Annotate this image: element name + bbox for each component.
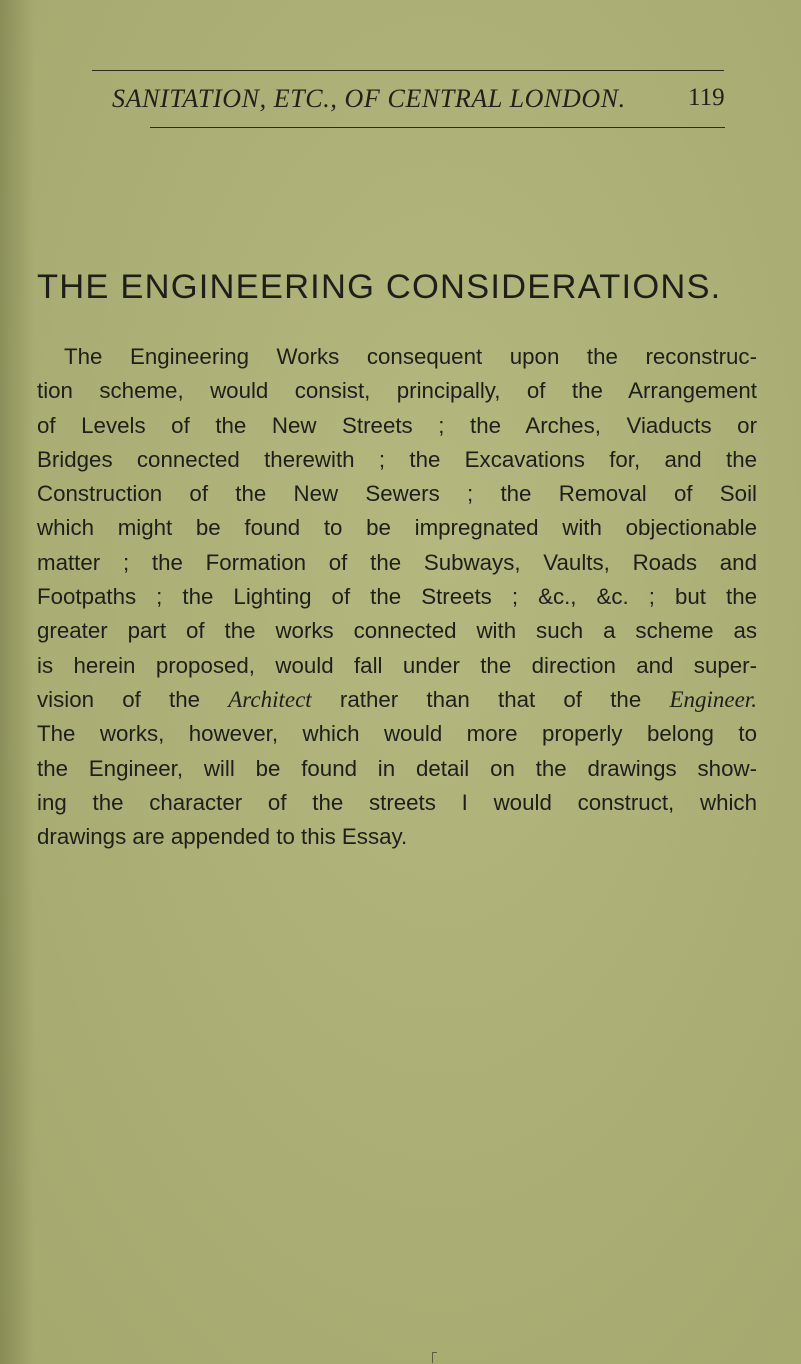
running-head-title: SANITATION, ETC., OF CENTRAL LONDON. — [112, 84, 626, 113]
paragraph-line: Bridges connected therewith ; the Excavations for, and the — [37, 446, 757, 472]
page-number: 119 — [688, 84, 725, 111]
paragraph-line: greater part of the works connected with such a scheme as — [37, 618, 757, 644]
paragraph-last-line: drawings are appended to this Essay. — [37, 824, 408, 850]
paragraph-line: of Levels of the New Streets ; the Arches, Viaducts or — [37, 412, 757, 438]
running-head — [112, 84, 740, 118]
paragraph-line: the Engineer, will be found in detail on the drawings show- — [37, 755, 757, 781]
paragraph-line: ing the character of the streets I would construct, which — [37, 789, 757, 815]
binding-shadow — [0, 0, 34, 1364]
paragraph-line: Construction of the New Sewers ; the Removal of Soil — [37, 481, 757, 507]
header-rule-bottom — [150, 127, 725, 128]
print-mark — [432, 1352, 437, 1363]
paragraph-line: The Engineering Works consequent upon the reconstruc- — [64, 344, 757, 369]
italic-architect: Architect — [228, 686, 312, 712]
section-title: THE ENGINEERING CONSIDERATIONS. — [37, 268, 722, 306]
paragraph-line: matter ; the Formation of the Subways, Vaults, Roads and — [37, 549, 757, 575]
italic-engineer: Engineer. — [669, 686, 757, 712]
paragraph-line: tion scheme, would consist, principally, of the Arrangement — [37, 378, 757, 404]
paragraph-line: The works, however, which would more properly belong to — [37, 721, 757, 747]
line-text: rather than that of the — [339, 686, 642, 712]
header-rule-top — [92, 70, 724, 71]
paragraph-line: Footpaths ; the Lighting of the Streets ; &c., &c. ; but the — [37, 584, 757, 610]
paragraph-line — [37, 683, 757, 717]
paragraph-line: is herein proposed, would fall under the direction and super- — [37, 652, 757, 678]
paragraph-line: which might be found to be impregnated with objectionable — [37, 515, 757, 541]
line-text: vision of the — [37, 686, 201, 712]
body-paragraph — [37, 340, 757, 854]
